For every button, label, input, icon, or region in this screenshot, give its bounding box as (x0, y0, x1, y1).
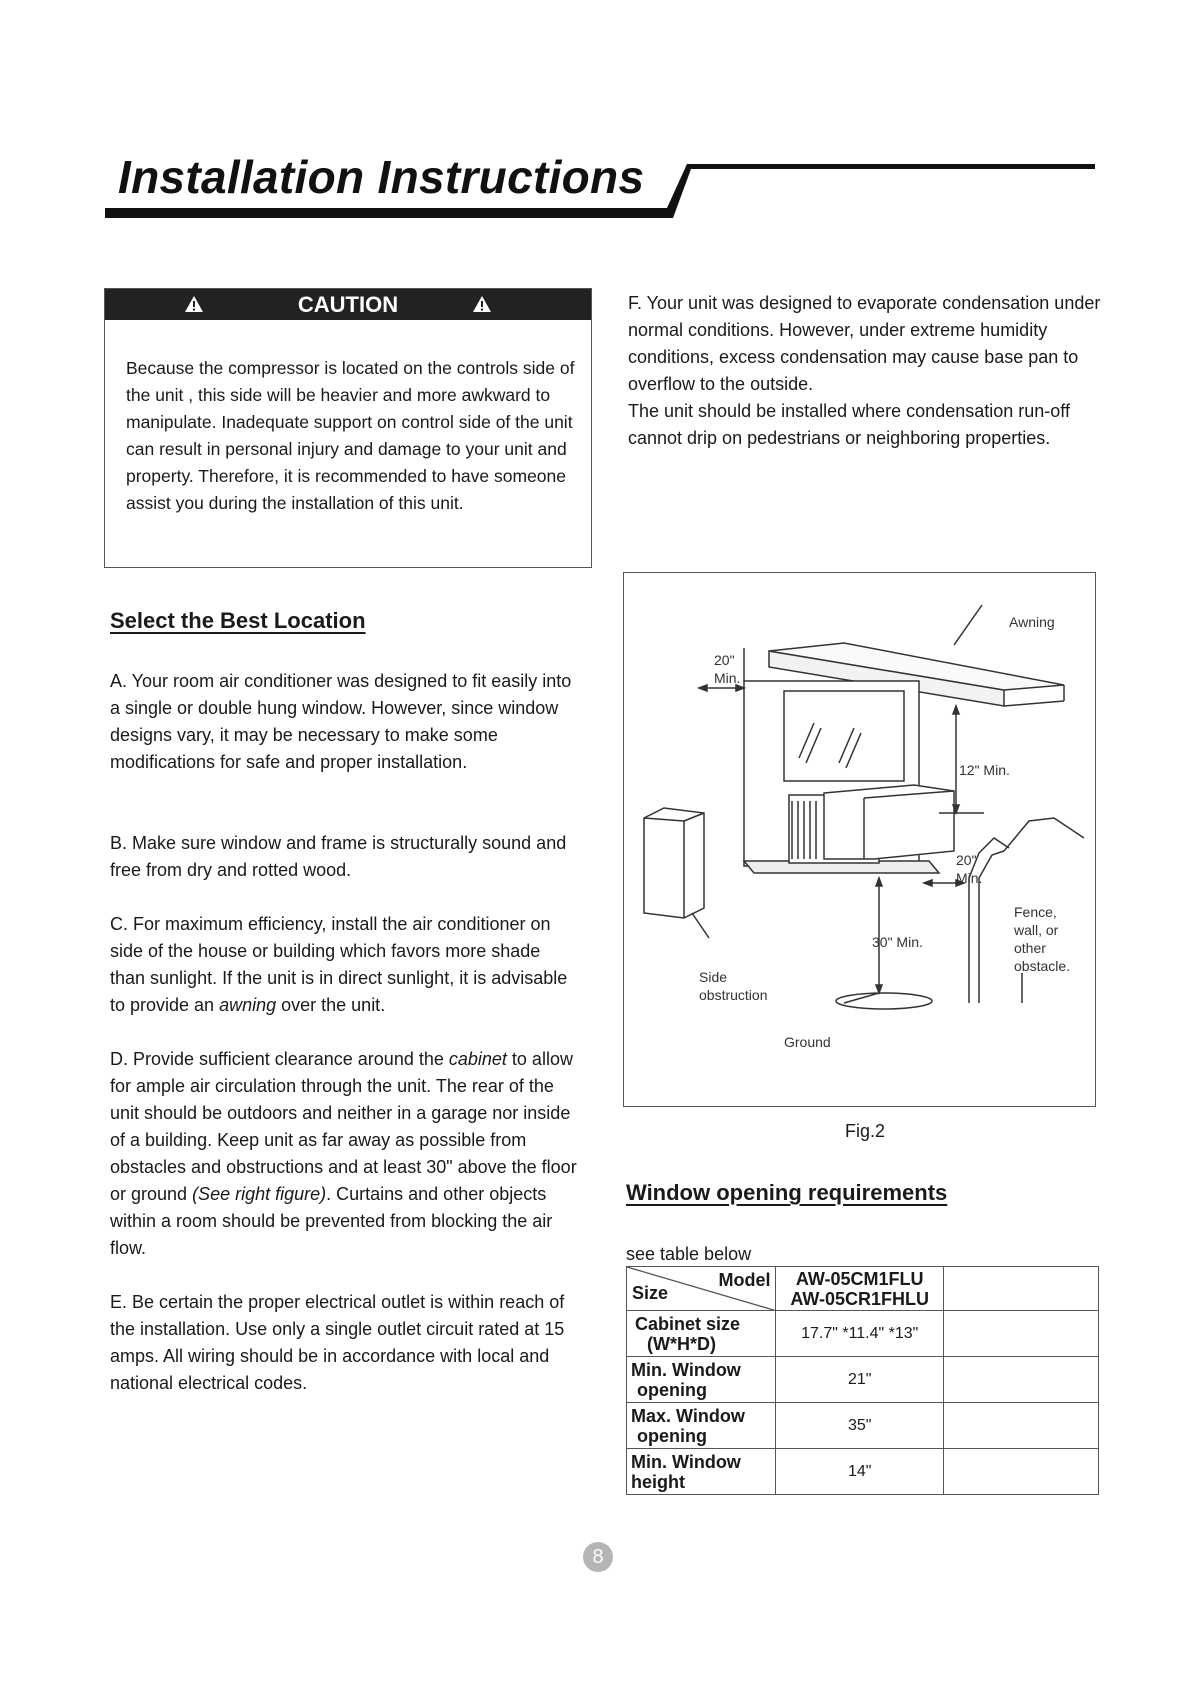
table-intro: see table below (626, 1244, 752, 1264)
paragraph-a: A. Your room air conditioner was designed to fit easily into a single or double hung window. However, since window designs vary, it may be necessary to make some modifications for safe and proper installation. (110, 671, 572, 772)
row-label: Min. Window height (627, 1449, 776, 1495)
empty-cell (943, 1449, 1098, 1495)
ground-clearance-label: 30" Min. (872, 934, 923, 950)
side-obstruction-label: Side obstruction (699, 969, 768, 1003)
model-header: AW-05CM1FLU AW-05CR1FHLU (776, 1267, 944, 1311)
rear-clearance-label: 20" Min. (956, 852, 983, 886)
empty-cell (943, 1357, 1098, 1403)
table-row (627, 1311, 1099, 1357)
header-rule (105, 150, 1095, 220)
installation-diagram (624, 573, 1097, 1108)
ground-label: Ground (784, 1034, 831, 1050)
caution-text: Because the compressor is located on the controls side of the unit , this side will be heavier and more awkward to manipulate. Inadequate support on control side of the unit can result in personal injury and damage to your unit and property. Therefore, it is recommended to have someone assist you during the installation of this unit. (126, 358, 575, 513)
row-value: 17.7" *11.4" *13" (776, 1311, 944, 1357)
warning-icon (184, 295, 204, 313)
paragraph-b: B. Make sure window and frame is structurally sound and free from dry and rotted wood. (110, 833, 567, 880)
row-value: 35" (776, 1403, 944, 1449)
table-row (627, 1357, 1099, 1403)
size-model-header: Size Model (627, 1267, 776, 1311)
section-title-location: Select the Best Location (110, 608, 366, 633)
page-number: 8 (583, 1542, 613, 1572)
warning-icon (472, 295, 492, 313)
caution-bar (105, 289, 591, 320)
row-label: Min. Window opening (627, 1357, 776, 1403)
section-title-window: Window opening requirements (626, 1180, 948, 1205)
row-label: Cabinet size (W*H*D) (627, 1311, 776, 1357)
figure-caption: Fig.2 (845, 1121, 886, 1141)
empty-cell (943, 1403, 1098, 1449)
paragraph-f: F. Your unit was designed to evaporate condensation under normal conditions. However, under extreme humidity conditions, excess condensation may cause base pan to overflow to the outside. The unit should be installed where condensation run-off cannot drip on pedestrians or neighboring properties. (628, 293, 1101, 448)
side-clearance-label: 20" Min. (714, 652, 741, 686)
paragraph-e: E. Be certain the proper electrical outlet is within reach of the installation. Use only a single outlet circuit rated at 15 amps. All wiring should be in accordance with local and national electrical codes. (110, 1292, 565, 1393)
paragraph-c: C. For maximum efficiency, install the air conditioner on side of the house or building which favors more shade than sunlight. If the unit is in direct sunlight, it is advisable to provide an awning over the unit. (110, 914, 568, 1015)
caution-label: CAUTION (297, 292, 399, 317)
paragraph-d: D. Provide sufficient clearance around the cabinet to allow for ample air circulation through the unit. The rear of the unit should be outdoors and neither in a garage nor inside of a building. Keep unit as far away as possible from obstacles and obstructions and at least 30" above the floor or ground (See right figure). Curtains and other objects within a room should be prevented from blocking the air flow. (110, 1049, 577, 1258)
caution-box (104, 288, 592, 568)
empty-cell (943, 1311, 1098, 1357)
empty-cell (943, 1267, 1098, 1311)
top-clearance-label: 12" Min. (959, 762, 1010, 778)
page-title: Installation Instructions (118, 151, 645, 203)
table-row (627, 1403, 1099, 1449)
row-value: 21" (776, 1357, 944, 1403)
row-label: Max. Window opening (627, 1403, 776, 1449)
table-row (627, 1449, 1099, 1495)
fence-label: Fence, wall, or other obstacle. (1014, 904, 1071, 974)
row-value: 14" (776, 1449, 944, 1495)
window-spec-table (626, 1266, 1099, 1495)
awning-label: Awning (1009, 614, 1055, 630)
table-header-row (627, 1267, 1099, 1311)
installation-figure (623, 572, 1096, 1107)
